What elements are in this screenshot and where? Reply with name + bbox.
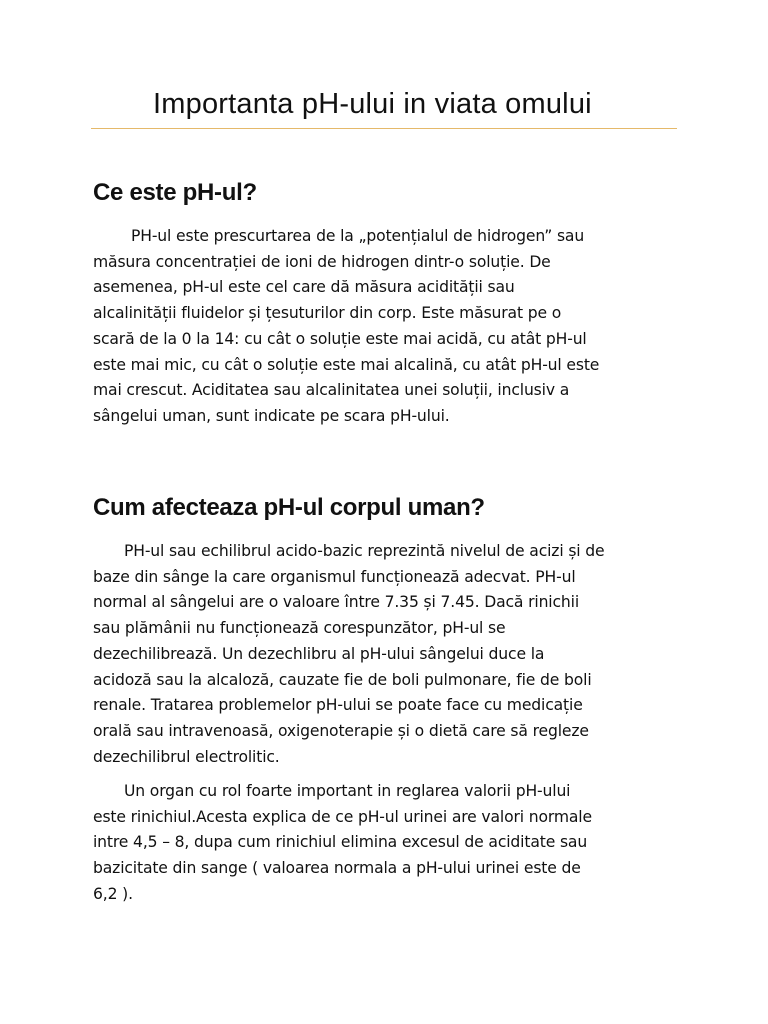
- paragraph-rinichi: [93, 779, 693, 908]
- paragraph-line: măsura concentrației de ioni de hidrogen dintr-o soluție. De: [93, 252, 551, 271]
- paragraph-line: orală sau intravenoasă, oxigenoterapie și o dietă care să regleze: [93, 721, 589, 740]
- paragraph-line: intre 4,5 – 8, dupa cum rinichiul elimina excesul de aciditate sau: [93, 833, 588, 852]
- paragraph-line: baze din sânge la care organismul funcționează adecvat. PH-ul: [93, 567, 576, 586]
- paragraph-line: asemenea, pH-ul este cel care dă măsura acidității sau: [93, 278, 515, 297]
- paragraph-line: sângelui uman, sunt indicate pe scara pH-ului.: [93, 406, 450, 425]
- paragraph-line: dezechilibrul electrolitic.: [93, 747, 280, 766]
- title-divider: [91, 128, 677, 129]
- paragraph-line: Un organ cu rol foarte important in reglarea valorii pH-ului: [124, 782, 571, 800]
- paragraph-line: scară de la 0 la 14: cu cât o soluție este mai acidă, cu atât pH-ul: [93, 329, 587, 348]
- paragraph-line: acidoză sau la alcaloză, cauzate fie de boli pulmonare, fie de boli: [93, 670, 592, 689]
- paragraph-line: PH-ul sau echilibrul acido-bazic reprezintă nivelul de acizi și de: [124, 542, 605, 560]
- paragraph-line: normal al sângelui are o valoare între 7.35 și 7.45. Dacă rinichii: [93, 593, 580, 612]
- paragraph-line: 6,2 ).: [93, 884, 133, 903]
- paragraph-line: mai crescut. Aciditatea sau alcalinitatea unei soluții, inclusiv a: [93, 381, 570, 400]
- paragraph-ce-este-ph: [93, 224, 693, 430]
- document-title: Importanta pH-ului in viata omului: [153, 88, 592, 120]
- paragraph-line: este mai mic, cu cât o soluție este mai alcalină, cu atât pH-ul este: [93, 355, 600, 374]
- paragraph-line: sau plămânii nu funcționează corespunzător, pH-ul se: [93, 619, 506, 638]
- paragraph-line: renale. Tratarea problemelor pH-ului se poate face cu medicație: [93, 696, 583, 715]
- paragraph-line: dezechilibrează. Un dezechlibru al pH-ului sângelui duce la: [93, 644, 545, 663]
- paragraph-line: bazicitate din sange ( valoarea normala a pH-ului urinei este de: [93, 859, 581, 878]
- paragraph-echilibru-acido-bazic: [93, 539, 693, 770]
- paragraph-line: alcalinității fluidelor și țesuturilor din corp. Este măsurat pe o: [93, 304, 562, 323]
- paragraph-line: PH-ul este prescurtarea de la „potențialul de hidrogen” sau: [131, 227, 585, 245]
- section-heading-cum-afecteaza: Cum afecteaza pH-ul corpul uman?: [93, 494, 485, 521]
- paragraph-line: este rinichiul.Acesta explica de ce pH-ul urinei are valori normale: [93, 807, 592, 826]
- section-heading-ce-este-ph: Ce este pH-ul?: [93, 179, 257, 206]
